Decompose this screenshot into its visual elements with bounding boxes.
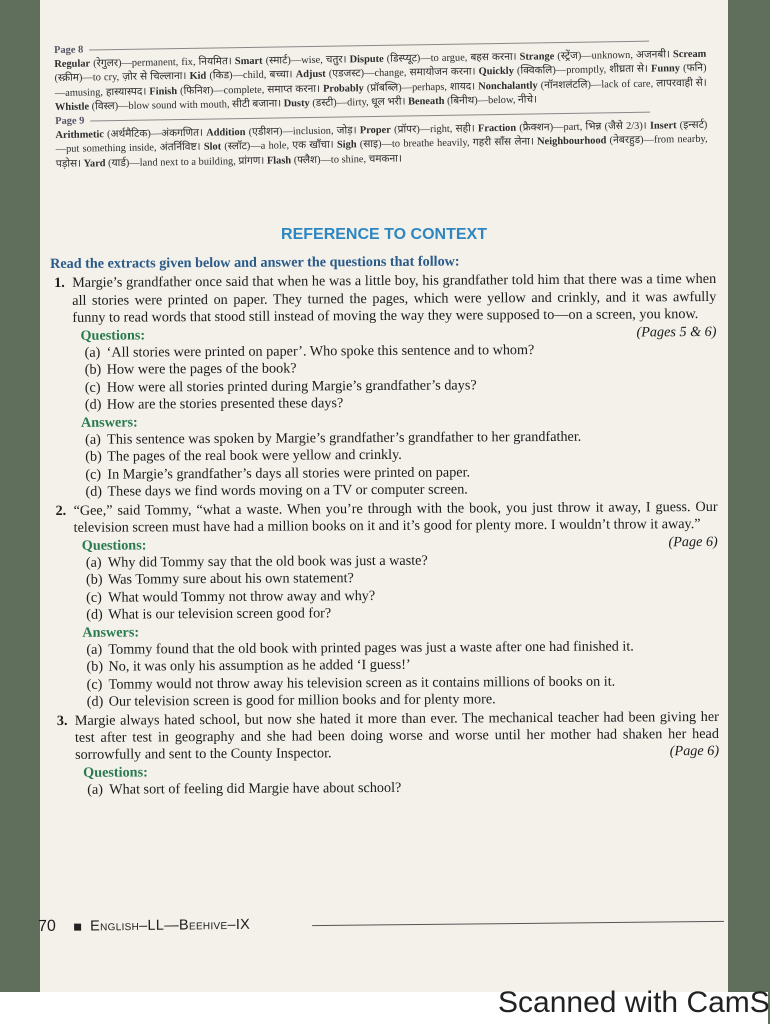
glossary-page8-text: Regular (रेगुलर)—permanent, fix, नियमित। Smart (स्मार्ट)—wise, चतुर। Dispute (डिस्प्यूट)—to argue, बहस करना। Strange (स्ट्रेंज)—unknown, अजनबी। Scream (स्क्रीम)—to cry, ज़ोर से चिल्लाना। Kid (किड)—child, बच्चा। Adjust (एडजस्ट)—change, समायोजन करना। Quickly (क्विकलि)—promptly, शीघ्रता से। Funny (फनि)—amusing, हास्यास्पद। Finish (फिनिश)—complete, समाप्त करना। Probably (प्रॉबब्लि)—perhaps, शायद। Nonchalantly (नॉनशलंटलि)—lack of care, लापरवाही से। Whistle (विस्ल)—blow sound with mouth, सीटी बजाना। Dusty (डस्टी)—dirty, धूल भरी। Beneath (बिनीथ)—below, नीचे।: [54, 48, 707, 113]
answer-item: [85, 480, 717, 501]
extract-number: 2.: [55, 502, 67, 519]
questions-heading: Questions:: [81, 536, 147, 554]
question-item: [84, 393, 717, 414]
question-label: (a): [85, 554, 102, 571]
question-text: What sort of feeling did Margie have about school?: [109, 780, 402, 798]
question-text: How were all stories printed during Margie’s grandfather’s days?: [106, 377, 477, 396]
glossary-page8-label: Page 8: [54, 36, 649, 56]
answer-list: [74, 638, 718, 712]
answer-label: (a): [85, 431, 101, 448]
question-label: (d): [86, 606, 103, 623]
answer-label: (d): [86, 693, 104, 710]
question-text: ‘All stories were printed on paper’. Who spoke this sentence and to whom?: [106, 342, 535, 361]
question-item: [87, 778, 719, 799]
answer-label: (c): [86, 676, 103, 693]
question-label: (d): [84, 396, 102, 414]
extract-item: [50, 271, 717, 501]
glossary-section: [54, 34, 708, 172]
answer-item: [86, 690, 719, 711]
book-page: [40, 0, 728, 992]
answer-text: The pages of the real book were yellow and crinkly.: [107, 447, 402, 466]
question-text: What would Tommy not throw away and why?: [108, 587, 376, 606]
answer-text: Tommy found that the old book with printed pages was just a waste after one had finished it.: [108, 638, 634, 658]
question-text: How are the stories presented these days?: [106, 395, 344, 413]
answer-label: (c): [85, 466, 102, 483]
section-title: REFERENCE TO CONTEXT: [281, 226, 487, 243]
page-reference: (Pages 5 & 6): [636, 323, 717, 341]
question-item: [86, 603, 718, 624]
page-number: 70: [38, 917, 56, 936]
answer-text: Tommy would not throw away his television screen as it contains millions of books on it.: [108, 673, 616, 693]
extract-item: [53, 708, 720, 799]
question-text: Why did Tommy say that the old book was just a waste?: [107, 552, 428, 571]
extract-number: 3.: [56, 712, 68, 729]
answer-label: (d): [85, 483, 103, 501]
answer-text: This sentence was spoken by Margie’s grandfather’s grandfather to her grandfather.: [107, 428, 582, 448]
glossary-page9-text: Arithmetic (अर्थमैटिक)—अंकगणित। Addition (एडीशन)—inclusion, जोड़। Proper (प्रॉपर)—right, सही। Fraction (फ्रैक्शन)—part, भिन्न (जैसे 2/3)। Insert (इन्सर्ट)—put something inside, अंतर्निविष्ट। Slot (स्लॉट)—a hole, एक खाँचा। Sigh (साइ)—to breathe heavily, गहरी साँस लेना। Neighbourhood (नेबरहुड)—from nearby, पड़ोस। Yard (यार्ड)—land next to a building, प्रांगण। Flash (फ्लैश)—to shine, चमकना।: [55, 119, 708, 170]
footer-divider: [312, 921, 724, 926]
question-list: [73, 341, 717, 415]
question-text: Was Tommy sure about his own statement?: [107, 570, 354, 588]
question-label: (c): [84, 379, 101, 396]
extract-item: [52, 499, 719, 712]
question-label: (a): [84, 344, 101, 361]
question-label: (b): [85, 571, 103, 589]
questions-heading: Questions:: [80, 327, 146, 344]
page-reference: (Page 6): [669, 743, 720, 760]
glossary-page8: [54, 34, 707, 115]
glossary-page9-label: Page 9: [55, 107, 650, 127]
book-title: English–LL—Beehive–IX: [90, 916, 251, 935]
answer-text: Our television screen is good for million books and for plenty more.: [108, 691, 496, 710]
reference-to-context: [50, 252, 719, 801]
extract-body: Margie always hated school, but now she hated it more than ever. The mechanical teacher had been giving her test after test in geography and she had been doing worse and worse until her mother had shaken her head sorrowfully and sent to the County Inspector.: [74, 708, 719, 764]
page-reference: (Page 6): [668, 533, 718, 550]
question-text: How were the pages of the book?: [106, 360, 297, 379]
glossary-page9: [55, 105, 708, 172]
instruction-text: Read the extracts given below and answer the questions that follow:: [50, 253, 460, 272]
question-label: (a): [87, 781, 104, 798]
extract-number: 1.: [54, 275, 65, 292]
question-list: [75, 778, 719, 799]
questions-heading: Questions:: [83, 764, 148, 781]
question-label: (b): [84, 362, 102, 379]
question-label: (c): [86, 589, 102, 606]
extract-body: Margie’s grandfather once said that when he was a little boy, his grandfather told him that there was a time when all stories were printed on paper. They turned the pages, which were yellow and crinkly, and it was awfully funny to read words that stood still instead of moving the way they were supposed to—on a screen, you know.: [72, 271, 717, 327]
answer-text: In Margie’s grandfather’s days all stories were printed on paper.: [107, 464, 471, 483]
question-list: [74, 551, 718, 625]
scanner-watermark: Scanned with CamS: [498, 986, 770, 1019]
answer-label: (a): [86, 641, 103, 658]
answer-text: No, it was only his assumption as he added ‘I guess!’: [108, 657, 411, 675]
footer-square-icon: [74, 924, 81, 931]
answers-heading: Answers:: [80, 414, 138, 431]
answer-label: (b): [86, 659, 104, 676]
extract-body: “Gee,” said Tommy, “what a waste. When you’re through with the book, you just throw it away, I guess. Our television screen must have had a million books on it and it’s good for plenty more. I wouldn’t throw it away.”: [73, 498, 718, 536]
question-text: What is our television screen good for?: [108, 605, 332, 623]
page-footer: [40, 911, 728, 942]
scanner-strip: [0, 986, 770, 1024]
answer-label: (b): [85, 449, 102, 466]
answer-list: [73, 428, 717, 502]
answers-heading: Answers:: [82, 623, 140, 641]
extract-text: [75, 708, 719, 764]
answer-text: These days we find words moving on a TV or computer screen.: [107, 481, 468, 500]
extract-list: [50, 271, 719, 799]
